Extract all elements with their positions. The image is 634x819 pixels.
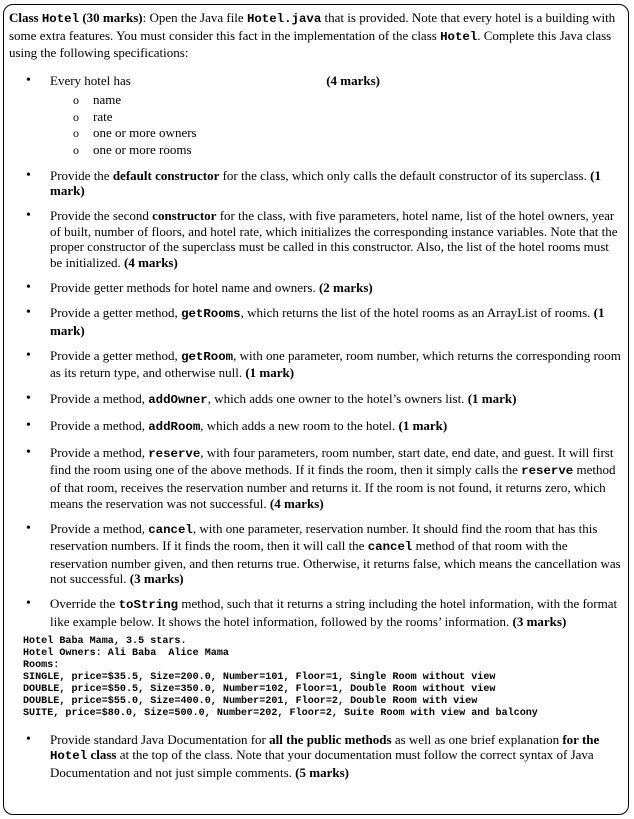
spec-keyword: constructor [152, 208, 217, 224]
spec-text: Provide a method, [50, 520, 149, 536]
spec-text: method of that room, receives the reservation number and returns it. If the room is not found, it returns zero, which means the reservation was not successful. [50, 462, 616, 511]
spec-method-name: reserve [148, 446, 201, 461]
spec-marks: (3 marks) [512, 614, 567, 630]
intro-class-label: Class [9, 10, 39, 25]
example-output-line: SINGLE, price=$35.5, Size=200.0, Number=101, Floor=1, Single Room without view [23, 671, 496, 683]
attributes-text: • Every hotel has [50, 72, 131, 88]
attribute-item: o one or more rooms [50, 142, 621, 158]
spec-method-name: addOwner [148, 392, 208, 407]
intro-class-name: Hotel [41, 12, 80, 26]
spec-item-default-constructor [9, 168, 621, 199]
attribute-item: o name [50, 92, 621, 108]
spec-text: Provide a method, [50, 444, 149, 460]
spec-text: Override the [50, 596, 119, 612]
spec-text: Provide a method, [50, 390, 149, 406]
intro-text-c: . Complete this Java class using the following specifications: [9, 27, 612, 61]
spec-text: method of that room with the reservation number given, and then returns true. Otherwise, it returns false, which means the cancellation was not successful. [50, 538, 621, 587]
intro-file-name: Hotel.java [246, 12, 322, 26]
spec-item-add-owner [9, 391, 621, 409]
spec-marks: (4 marks) [269, 495, 324, 511]
example-output-block [23, 636, 621, 719]
spec-method-name: cancel [148, 522, 193, 537]
spec-text: Provide a getter method, [50, 305, 182, 321]
intro-marks: (30 marks) [82, 10, 143, 25]
spec-item-getters [9, 280, 621, 296]
spec-text: , with one parameter, room number, which returns the corresponding room as its return type, and otherwise null. [50, 347, 621, 381]
spec-keyword: all the public methods [269, 731, 392, 747]
spec-marks: (1 mark) [467, 390, 517, 406]
spec-text: , which adds one owner to the hotel’s owners list. [207, 390, 468, 406]
attributes-sublist [50, 92, 621, 158]
spec-text: for the class, with five parameters, hotel name, list of the hotel owners, year of built, number of floors, and hotel rate, which initializes the corresponding instance variables. Note that the proper constructor of the superclass must be called in this constructor. Also, the list of the hotel rooms must be initialized. [50, 208, 618, 270]
example-output-line: DOUBLE, price=$55.0, Size=400.0, Number=201, Floor=2, Double Room with view [23, 695, 478, 707]
spec-method-name: getRoom [181, 349, 234, 364]
spec-marks: (1 mark) [50, 305, 605, 338]
spec-keyword: default constructor [112, 167, 220, 183]
spec-item-cancel [9, 521, 621, 587]
spec-marks: (1 mark) [398, 417, 448, 433]
spec-text: at the top of the class. Note that your documentation must follow the correct syntax of Java Documentation and not just simple comments. [50, 747, 594, 780]
assignment-content [9, 10, 621, 790]
spec-marks: (4 marks) [124, 254, 178, 270]
example-output-line: Hotel Baba Mama, 3.5 stars. [23, 636, 187, 648]
spec-text: Provide a method, [50, 417, 149, 433]
spec-item-to-string [9, 596, 621, 629]
example-output-line: SUITE, price=$80.0, Size=500.0, Number=202, Floor=2, Suite Room with view and balcony [23, 707, 538, 719]
spec-marks: (5 marks) [295, 764, 349, 780]
intro-paragraph [9, 10, 621, 61]
attribute-item: o rate [50, 109, 621, 125]
spec-method-name: reserve [521, 464, 574, 479]
spec-item-get-room [9, 348, 621, 381]
spec-text: , with one parameter, reservation number. It should find the room that has this reservation numbers. If it finds the room, then it will call the [50, 520, 598, 554]
spec-text: , which adds a new room to the hotel. [200, 417, 399, 433]
spec-item-get-rooms [9, 305, 621, 338]
intro-text-a: : Open the Java file [142, 10, 247, 25]
spec-marks: (1 mark) [245, 365, 295, 381]
spec-class-name: Hotel [50, 749, 88, 764]
spec-method-name: cancel [367, 540, 413, 555]
spec-text: as well as one brief explanation [391, 731, 563, 747]
specification-list [9, 73, 621, 630]
spec-method-name: toString [118, 598, 179, 613]
example-output-line: Hotel Owners: Ali Baba Alice Mama [23, 648, 229, 660]
spec-item-reserve [9, 445, 621, 511]
spec-text: , with four parameters, room number, start date, end date, and guest. It will first find the room using one of the above methods. If it finds the room, then it simply calls the [50, 444, 614, 478]
spec-method-name: addRoom [148, 419, 201, 434]
spec-text: method, such that it returns a string including the hotel information, with the format like example below. It shows the hotel information, followed by the rooms’ information. [50, 596, 618, 630]
spec-marks: (3 marks) [129, 571, 184, 587]
spec-item-second-constructor [9, 208, 621, 270]
spec-item-attributes [9, 73, 621, 158]
spec-text: , which returns the list of the hotel rooms as an ArrayList of rooms. [240, 305, 594, 321]
attribute-item: o one or more owners [50, 125, 621, 141]
spec-text: Provide the second [50, 208, 153, 224]
spec-marks: (1 mark) [50, 167, 601, 199]
example-output-line: DOUBLE, price=$50.5, Size=350.0, Number=102, Floor=1, Double Room without view [23, 683, 496, 695]
spec-item-add-room [9, 418, 621, 436]
spec-text: Provide the [50, 167, 113, 183]
spec-marks: (2 marks) [318, 280, 373, 296]
spec-method-name: getRooms [181, 307, 241, 322]
example-output-line: Rooms: [23, 659, 60, 671]
spec-text: Provide standard Java Documentation for [50, 731, 270, 747]
specification-list-end [9, 732, 621, 781]
spec-text: for the class, which only calls the default constructor of its superclass. [219, 167, 591, 183]
intro-class-name-2: Hotel [440, 29, 478, 44]
intro-text-b: that is provided. Note that every hotel is a building with some extra features. You must consider this fact in the implementation of the class [9, 10, 616, 43]
spec-text: Provide getter methods for hotel name and owners. [50, 280, 319, 296]
spec-keyword: for the [562, 731, 600, 747]
spec-item-javadoc [9, 732, 621, 781]
attributes-marks: (4 marks) [326, 72, 380, 88]
spec-keyword: class [87, 747, 117, 763]
spec-text: Provide a getter method, [50, 347, 182, 363]
